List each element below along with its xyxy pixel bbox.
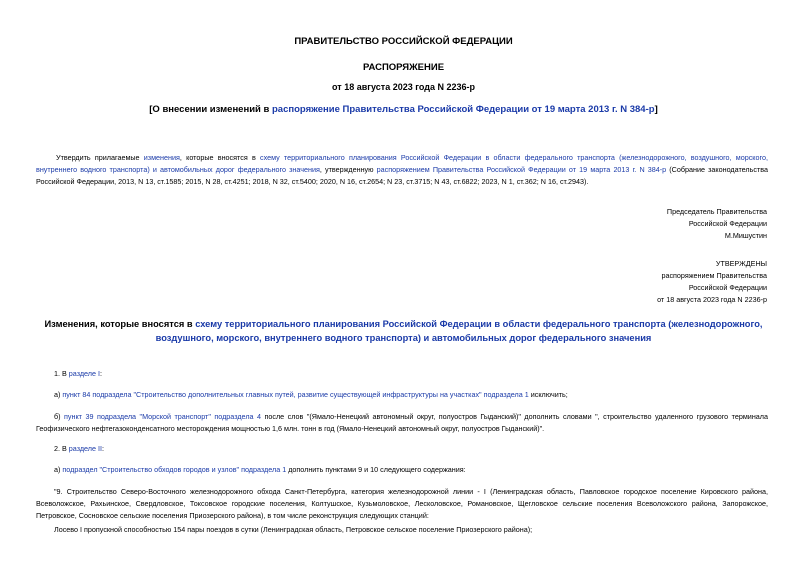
signature-line-2: Российской Федерации <box>688 219 767 228</box>
item-2-text: 2. В <box>54 444 69 453</box>
item-1b-text: после слов "(Ямало-Ненецкий автономный округ, полуостров Гыданский)" дополнить словами ", строительство удаленного грузового терминала Геофизического нефтегазоконденсатного месторождения мощностью 1,6 млн. тонн в год (Ямало-Ненецкий автономный округ, полуостров Гыданский)". <box>36 412 768 433</box>
item-1 <box>36 368 786 380</box>
intro-text-3: , утвержденную <box>319 165 377 174</box>
document-type: РАСПОРЯЖЕНИЕ <box>362 62 445 73</box>
order-link[interactable]: распоряжением Правительства Российской Федерации от 19 марта 2013 г. N 384-р <box>376 165 667 174</box>
approval-block <box>657 258 767 306</box>
government-heading: ПРАВИТЕЛЬСТВО РОССИЙСКОЙ ФЕДЕРАЦИИ <box>294 36 513 47</box>
section-2-link[interactable]: разделе II <box>68 444 102 453</box>
intro-text-2: , которые вносятся в <box>179 153 260 162</box>
item-1a-prefix: а) <box>54 390 63 399</box>
changes-title <box>40 318 767 345</box>
signature-line-1: Председатель Правительства <box>666 207 767 216</box>
item-1a-text: исключить; <box>528 390 568 399</box>
changes-link[interactable]: изменения <box>143 153 180 162</box>
approval-line-4: от 18 августа 2023 года N 2236-р <box>657 295 767 304</box>
item-1a <box>36 389 786 401</box>
subject-prefix: [О внесении изменений в <box>149 104 272 115</box>
item-2a-prefix: а) <box>54 465 63 474</box>
intro-text-1: Утвердить прилагаемые <box>56 153 144 162</box>
item-1-text: 1. В <box>54 369 69 378</box>
scheme-link[interactable]: схему территориального планирования Российской Федерации в области федерального транспорта (железнодорожного, воздушного, морского, внутреннего водного транспорта) и автомобильных дорог федерального значения <box>36 153 768 174</box>
approval-line-1: УТВЕРЖДЕНЫ <box>715 259 767 268</box>
signature-line-3: М.Мишустин <box>724 231 767 240</box>
section-1-link[interactable]: разделе I <box>68 369 100 378</box>
signature-block <box>667 206 767 242</box>
item-2a-text: дополнить пунктами 9 и 10 следующего содержания: <box>286 465 466 474</box>
changes-title-link[interactable]: схему территориального планирования Российской Федерации в области федерального транспорта (железнодорожного, воздушного, морского, внутреннего водного транспорта) и автомобильных дорог федерального значения <box>155 319 763 343</box>
item-2a-link[interactable]: подраздел "Строительство обходов городов и узлов" подраздела 1 <box>62 465 287 474</box>
subject-suffix: ] <box>654 104 658 115</box>
item-1a-link[interactable]: пункт 84 подраздела "Строительство дополнительных главных путей, развитие существующей инфраструктуры на участках" подраздела 1 <box>62 390 529 399</box>
document-subject <box>0 104 807 115</box>
item-1b <box>36 411 768 435</box>
approval-line-3: Российской Федерации <box>688 283 767 292</box>
approval-line-2: распоряжением Правительства <box>661 271 767 280</box>
item-2-end: : <box>101 444 104 453</box>
item-9-paragraph: "9. Строительство Северо-Восточного железнодорожного обхода Санкт-Петербурга, категория железнодорожной линии - I (Ленинградская область, Павловское городское поселение Кировского района, Всеволожское, Рахьинское, Свердловское, Токсовское городские поселения, Колтушское, Кузьмоловское, Лесколовское, Романовское, Щегловское сельские поселения Всеволожского района, Запорожское, Петровское, Сосновское сельские поселения Приозерского района), в том числе реконструкция следующих станций: <box>36 487 768 520</box>
intro-paragraph <box>36 152 768 188</box>
document-date-number: от 18 августа 2023 года N 2236-р <box>332 82 475 92</box>
intro-text-4: (Собрание законодательства Российской Федерации, 2013, N 13, ст.1585; 2015, N 28, ст.4251; 2018, N 32, ст.5400; 2020, N 16, ст.2654; N 23, ст.3715; N 43, ст.6822; 2023, N 1, ст.362; N 16, ст.2943). <box>36 165 768 186</box>
item-2 <box>36 443 786 455</box>
item-1b-prefix: б) <box>54 412 64 421</box>
losevo-paragraph: Лосево I пропускной способностью 154 пары поездов в сутки (Ленинградская область, Петровское сельское поселение Приозерского района); <box>54 525 533 534</box>
subject-link[interactable]: распоряжение Правительства Российской Федерации от 19 марта 2013 г. N 384-р <box>272 104 655 115</box>
item-1b-link[interactable]: пункт 39 подраздела "Морской транспорт" подраздела 4 <box>64 412 261 421</box>
changes-title-text: Изменения, которые вносятся в <box>44 319 196 329</box>
item-1-end: : <box>100 369 102 378</box>
item-2a <box>36 464 786 476</box>
